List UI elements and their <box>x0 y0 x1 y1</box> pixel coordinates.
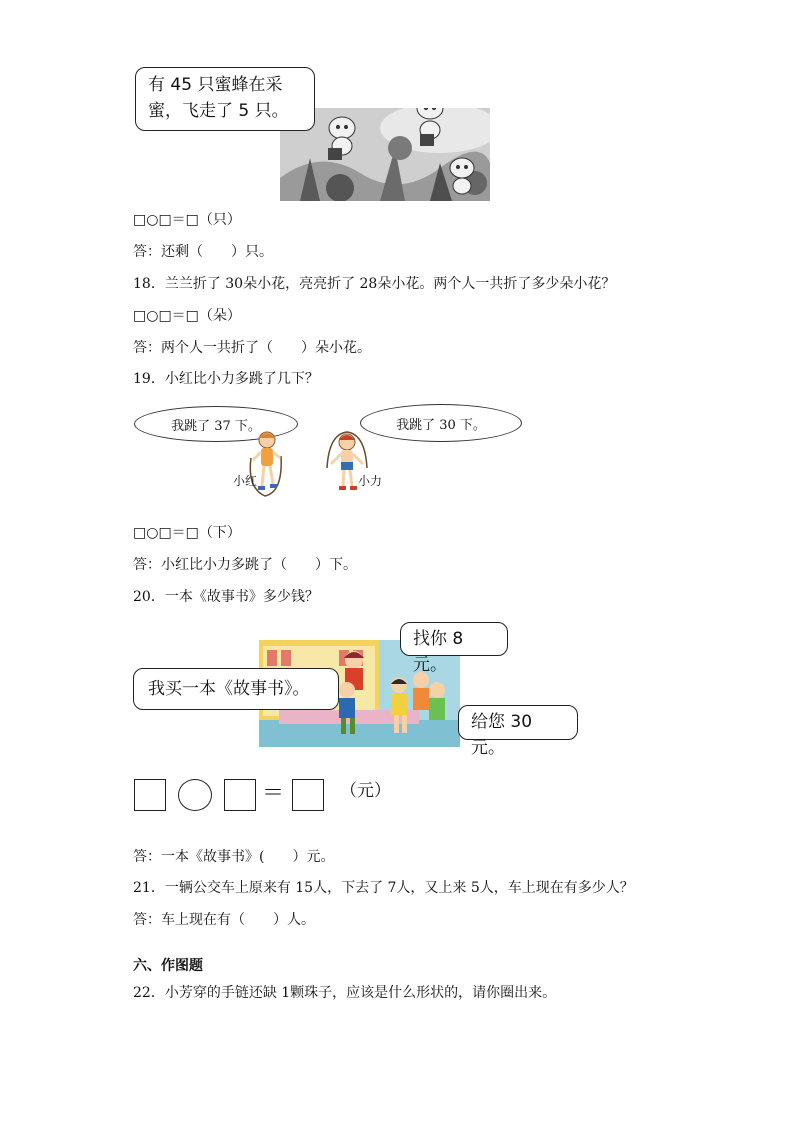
equals-sign: ＝ <box>262 781 285 806</box>
q19-question: 19．小红比小力多跳了几下？ <box>133 371 319 387</box>
xiaoli-speech-oval: 我跳了 30 下。 <box>360 404 522 442</box>
q19-formula: □○□＝□（下） <box>133 525 241 541</box>
xiaohong-label: 小红 <box>233 474 258 488</box>
result-box[interactable] <box>292 779 324 811</box>
q17-answer: 答：还剩（ ）只。 <box>133 244 273 260</box>
bee-speech-bubble <box>135 67 315 131</box>
q18-answer: 答：两个人一共折了（ ）朵小花。 <box>133 340 371 356</box>
girl-jumping-rope-figure <box>245 428 291 500</box>
q17-formula: □○□＝□（只） <box>133 212 241 228</box>
change-speech-bubble: 找你 8 元。 <box>400 622 508 656</box>
q21-answer: 答：车上现在有（ ）人。 <box>133 912 315 928</box>
equation-box-2[interactable] <box>224 779 256 811</box>
bubble-line-2: 蜜，飞走了 5 只。 <box>148 101 289 121</box>
section-6-title: 六、作图题 <box>133 958 203 974</box>
xiaohong-speech-oval: 我跳了 37 下。 <box>134 406 298 442</box>
q20-question: 20．一本《故事书》多少钱？ <box>133 589 319 605</box>
bubble-line-1: 有 45 只蜜蜂在采 <box>148 75 283 95</box>
xiaoli-label: 小力 <box>358 474 383 488</box>
buy-book-speech-bubble: 我买一本《故事书》。 <box>133 668 339 710</box>
pay-speech-bubble: 给您 30 元。 <box>458 705 578 740</box>
q19-answer: 答：小红比小力多跳了（ ）下。 <box>133 557 357 573</box>
unit-yuan-label: （元） <box>340 781 391 801</box>
q18-formula: □○□＝□（朵） <box>133 308 241 324</box>
operator-circle[interactable] <box>178 779 212 811</box>
equation-box-1[interactable] <box>134 779 166 811</box>
q18-question: 18．兰兰折了 30朵小花，亮亮折了 28朵小花。两个人一共折了多少朵小花？ <box>133 276 616 292</box>
q21-question: 21．一辆公交车上原来有 15人，下去了 7人，又上来 5人，车上现在有多少人？ <box>133 880 634 896</box>
q20-answer: 答：一本《故事书》( ）元。 <box>133 849 335 865</box>
q22-question: 22．小芳穿的手链还缺 1颗珠子，应该是什么形状的，请你圈出来。 <box>133 985 557 1001</box>
